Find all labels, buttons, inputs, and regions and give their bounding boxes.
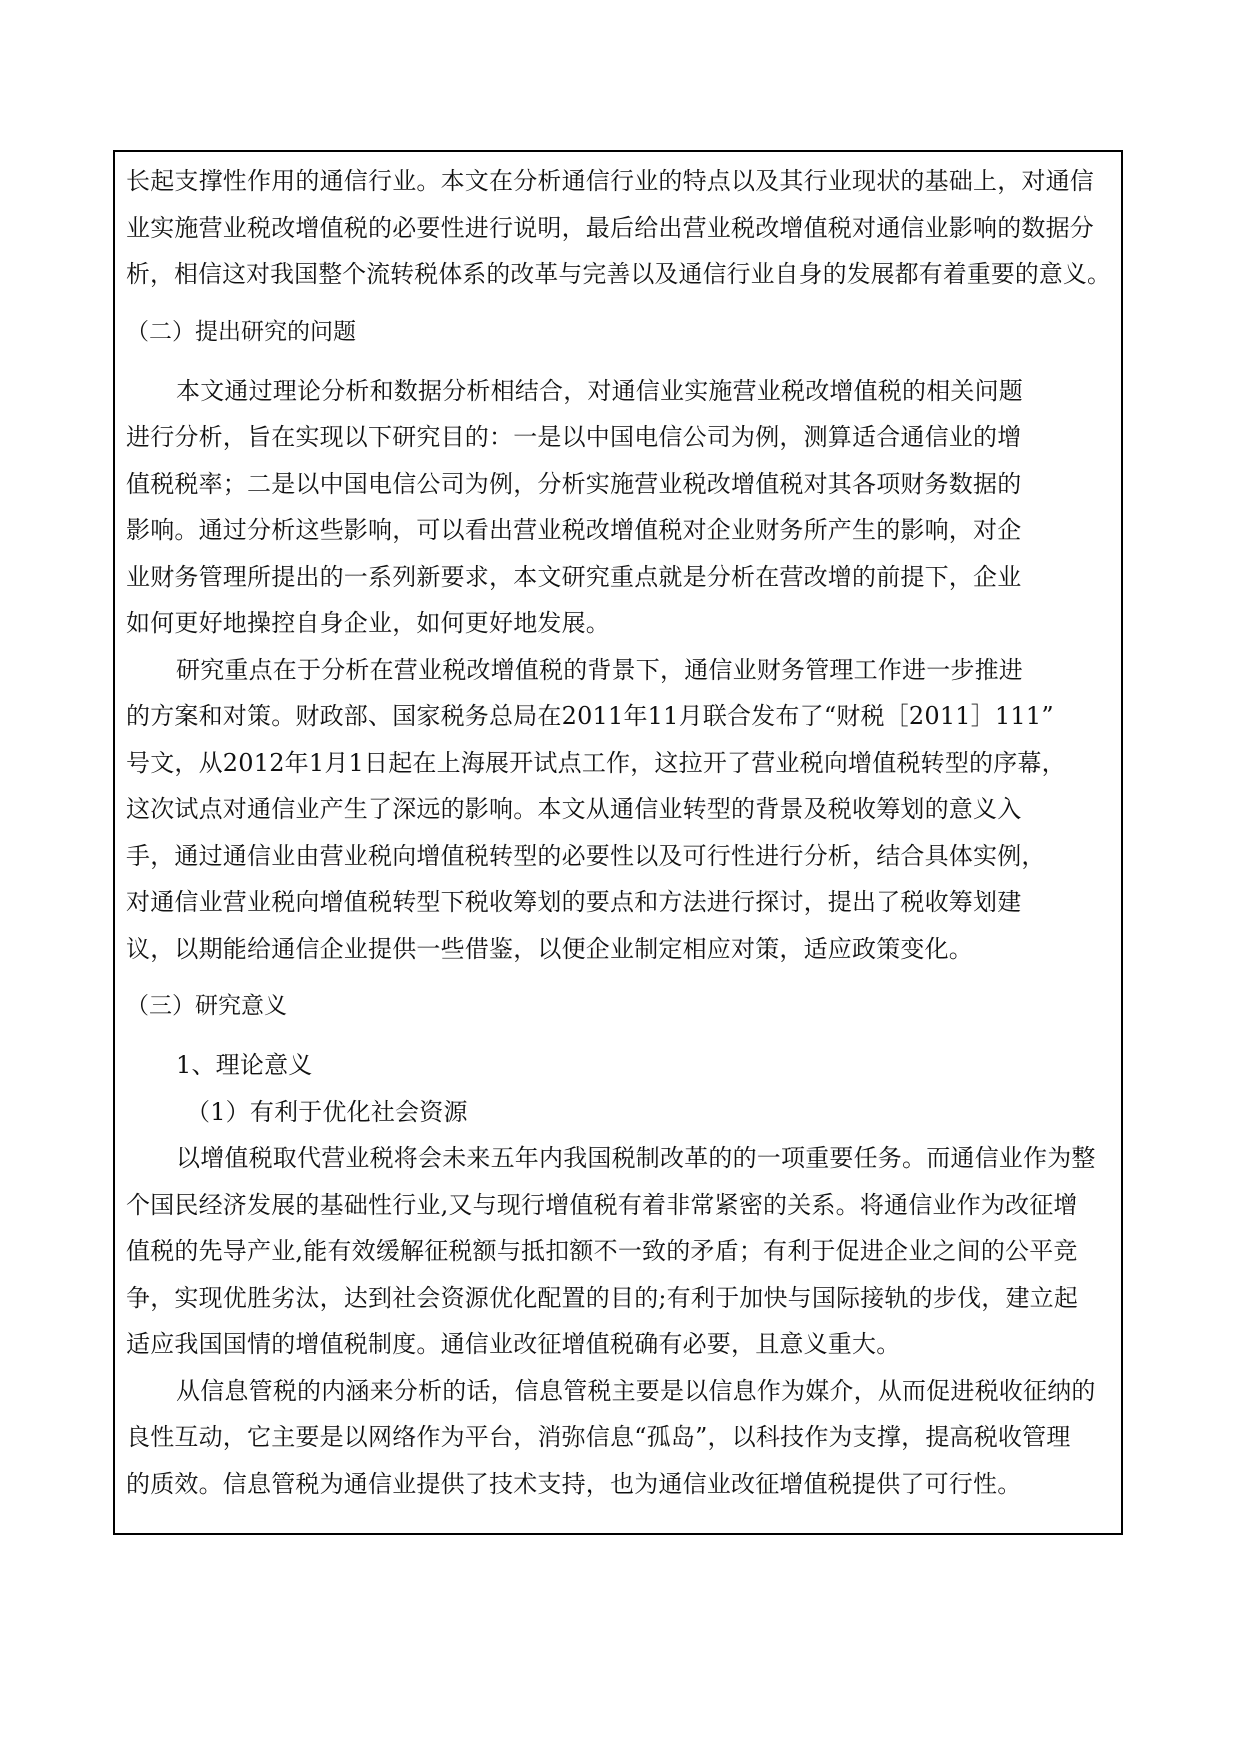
paragraph-line: 业实施营业税改增值税的必要性进行说明，最后给出营业税改增值税对通信业影响的数据分 <box>126 213 1094 242</box>
paragraph-line: 对通信业营业税向增值税转型下税收筹划的要点和方法进行探讨，提出了税收筹划建 <box>126 888 1022 916</box>
paragraph-line: 如何更好地操控自身企业，如何更好地发展。 <box>126 609 610 637</box>
paragraph-line: 影响。通过分析这些影响，可以看出营业税改增值税对企业财务所产生的影响，对企 <box>126 516 1022 544</box>
paragraph-line: 析，相信这对我国整个流转税体系的改革与完善以及通信行业自身的发展都有着重要的意义。 <box>126 260 1111 288</box>
paragraph-line: 进行分析，旨在实现以下研究目的：一是以中国电信公司为例，测算适合通信业的增 <box>126 423 1022 451</box>
paragraph-line: 本文通过理论分析和数据分析相结合，对通信业实施营业税改增值税的相关问题 <box>176 376 1023 405</box>
document-frame <box>113 150 1123 1535</box>
subsection-heading: 1、理论意义 <box>176 1051 313 1079</box>
paragraph-line: 个国民经济发展的基础性行业,又与现行增值税有着非常紧密的关系。将通信业作为改征增 <box>126 1190 1078 1219</box>
document-body <box>126 158 1114 1507</box>
paragraph-line: 号文，从2012年1月1日起在上海展开试点工作，这拉开了营业税向增值税转型的序幕， <box>126 748 1066 777</box>
paragraph-line: 长起支撑性作用的通信行业。本文在分析通信行业的特点以及其行业现状的基础上，对通信 <box>126 167 1094 195</box>
paragraph-line: 从信息管税的内涵来分析的话，信息管税主要是以信息作为媒介，从而促进税收征纳的 <box>176 1376 1096 1405</box>
paragraph-line: 议，以期能给通信企业提供一些借鉴，以便企业制定相应对策，适应政策变化。 <box>126 934 973 963</box>
paragraph-line: 适应我国国情的增值税制度。通信业改征增值税确有必要，且意义重大。 <box>126 1330 901 1358</box>
paragraph-line: 的质效。信息管税为通信业提供了技术支持，也为通信业改征增值税提供了可行性。 <box>126 1469 1022 1498</box>
paragraph-line: 争，实现优胜劣汰，达到社会资源优化配置的目的;有利于加快与国际接轨的步伐，建立起 <box>126 1283 1079 1312</box>
paragraph-line: 值税税率；二是以中国电信公司为例，分析实施营业税改增值税对其各项财务数据的 <box>126 469 1022 498</box>
paragraph-line: 良性互动，它主要是以网络作为平台，消弥信息“孤岛”，以科技作为支撑，提高税收管理 <box>126 1423 1071 1451</box>
paragraph-line: 研究重点在于分析在营业税改增值税的背景下，通信业财务管理工作进一步推进 <box>176 655 1023 684</box>
paragraph-line: 手，通过通信业由营业税向增值税转型的必要性以及可行性进行分析，结合具体实例， <box>126 841 1046 870</box>
paragraph-line: 这次试点对通信业产生了深远的影响。本文从通信业转型的背景及税收筹划的意义入 <box>126 795 1022 823</box>
paragraph-line: 值税的先导产业,能有效缓解征税额与抵扣额不一致的矛盾；有利于促进企业之间的公平竞 <box>126 1237 1078 1265</box>
section-heading-research-questions: （二）提出研究的问题 <box>126 318 356 345</box>
paragraph-line: 业财务管理所提出的一系列新要求，本文研究重点就是分析在营改增的前提下，企业 <box>126 562 1022 591</box>
section-heading-significance: （三）研究意义 <box>126 993 287 1019</box>
paragraph-line: 以增值税取代营业税将会未来五年内我国税制改革的的一项重要任务。而通信业作为整 <box>176 1144 1096 1172</box>
paragraph-line: 的方案和对策。财政部、国家税务总局在2011年11月联合发布了“财税［2011］111” <box>126 702 1054 730</box>
subsection-item: （1）有利于优化社会资源 <box>186 1097 468 1126</box>
